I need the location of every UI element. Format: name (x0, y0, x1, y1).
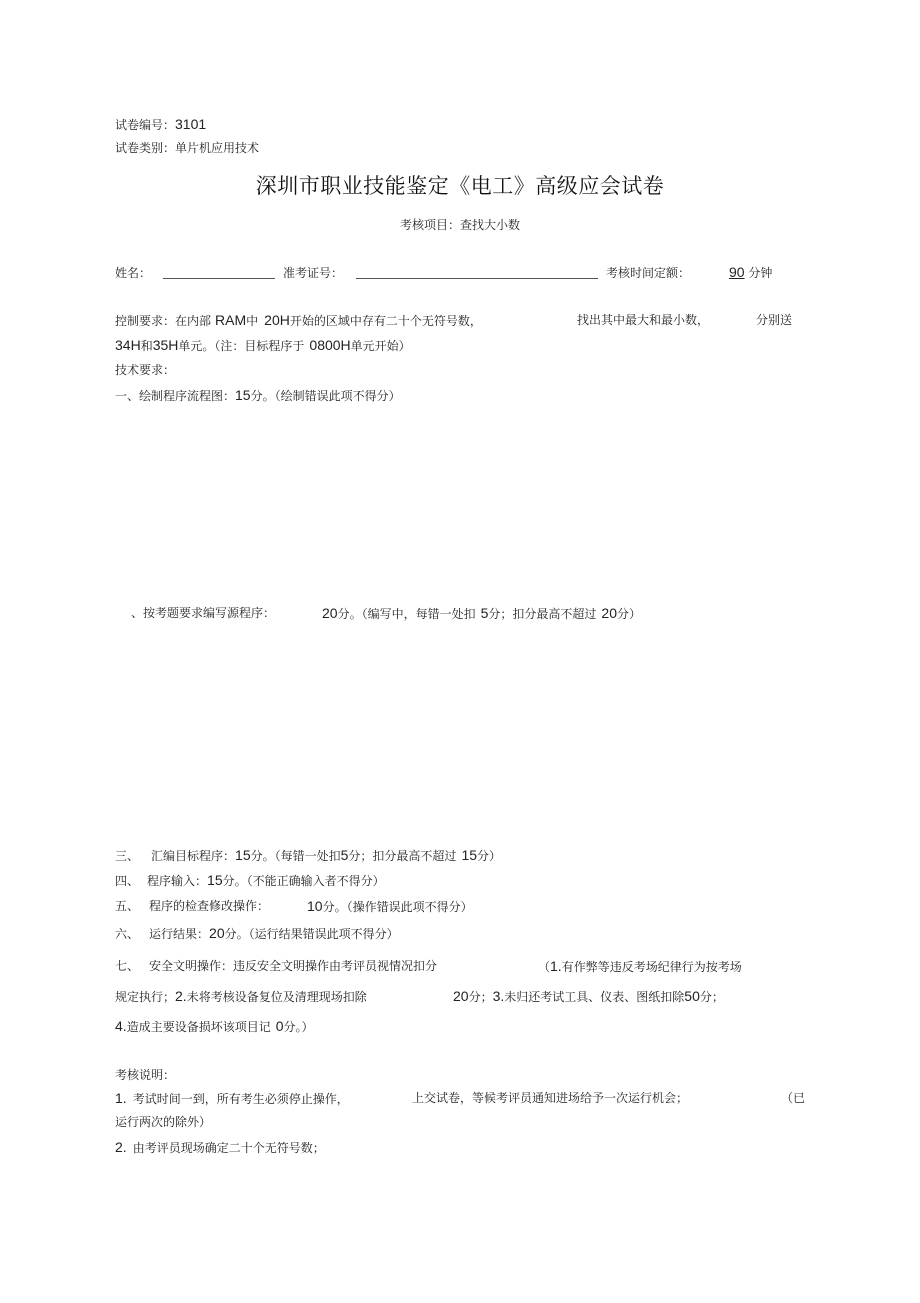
text: 分。（绘制错误此项不得分） (250, 389, 401, 403)
item-7-b (538, 958, 742, 975)
item-6 (115, 925, 399, 942)
text: 3. (492, 988, 505, 1004)
text: 四、 (115, 874, 140, 888)
name-blank[interactable] (163, 266, 275, 279)
time-value: 90 (729, 264, 745, 280)
text: 开始的区域中存有二十个无符号数， (289, 314, 482, 328)
item-5 (115, 898, 269, 914)
text: 20 (209, 925, 225, 941)
text: 由考评员现场确定二十个无符号数； (132, 1141, 325, 1155)
name-label: 姓名： (115, 266, 152, 280)
item-7-line-2-b (453, 988, 724, 1005)
text: 和 (140, 339, 153, 353)
text: 分。（每错一处扣 (250, 849, 341, 863)
text: 考试时间一到，所有考生必须停止操作， (132, 1092, 349, 1106)
exam-time (606, 265, 690, 281)
text: 50 (684, 988, 700, 1004)
text: 规定执行； (115, 990, 176, 1004)
candidate-name (115, 265, 151, 281)
text: （ (538, 960, 551, 974)
text: 5 (340, 847, 349, 863)
text: 10 (307, 898, 323, 914)
text: 一、绘制程序流程图： (115, 389, 236, 403)
item-5-b (307, 898, 473, 915)
text: 三、 (115, 849, 140, 863)
text: 程序输入： (147, 874, 208, 888)
tech-requirements-label: 技术要求： (115, 363, 176, 377)
text: 1. (550, 958, 562, 974)
paper-type-value: 单片机应用技术 (175, 141, 260, 155)
text: 上交试卷，等候考评员通知进场给予一次运行机会； (412, 1091, 689, 1105)
item-3 (115, 847, 501, 864)
text: 未将考核设备复位及清理现场扣除 (186, 990, 367, 1004)
text: 程序的检查修改操作： (149, 899, 270, 913)
text: 找出其中最大和最小数， (577, 313, 710, 327)
text: 安全文明操作：违反安全文明操作由考评员视情况扣分 (149, 959, 438, 973)
text: 分。） (283, 1020, 314, 1034)
item-2 (131, 605, 275, 621)
note-2 (115, 1139, 325, 1156)
text: 分别送 (756, 313, 793, 327)
item-2-b (322, 605, 641, 622)
text: 五、 (115, 899, 140, 913)
note-1-b (412, 1090, 688, 1106)
control-line-2 (115, 337, 411, 354)
text: 1. (115, 1090, 127, 1106)
text: 六、 (115, 927, 140, 941)
note-1-c (781, 1090, 805, 1106)
item-7 (115, 958, 437, 974)
text: 15 (207, 872, 223, 888)
item-1 (115, 387, 401, 404)
control-line-1-c (756, 312, 792, 328)
control-line-1 (115, 312, 482, 329)
note-1 (115, 1090, 349, 1107)
text: 2. (115, 1139, 127, 1155)
text: 分；扣分最高不超过 (348, 849, 457, 863)
text: 20 (601, 605, 617, 621)
text: 分； (468, 990, 493, 1004)
text: 20 (453, 988, 469, 1004)
text: 15 (235, 387, 251, 403)
text: （已 (781, 1091, 806, 1105)
text: 分。（编写中，每错一处扣 (337, 607, 476, 621)
text: RAM (215, 312, 247, 328)
control-line-1-b (577, 312, 709, 328)
time-unit: 分钟 (748, 266, 773, 280)
text: 、按考题要求编写源程序： (131, 606, 276, 620)
text: 分） (477, 849, 502, 863)
text: 控制要求：在内部 (115, 314, 212, 328)
text: 有作弊等违反考场纪律行为按考场 (561, 960, 742, 974)
paper-number-label: 试卷编号： (115, 118, 176, 132)
text: 34H (115, 337, 141, 353)
text: 中 (246, 314, 259, 328)
text: 2. (175, 988, 187, 1004)
id-blank[interactable] (356, 266, 598, 279)
text: 分； (699, 990, 724, 1004)
text: 分；扣分最高不超过 (488, 607, 597, 621)
text: 35H (152, 337, 179, 353)
text: 20 (322, 605, 338, 621)
paper-number-value: 3101 (175, 116, 207, 132)
text: 单元开始） (350, 339, 411, 353)
text: 分。（不能正确输入者不得分） (222, 874, 385, 888)
text: 0800H (309, 337, 351, 353)
text: 汇编目标程序： (151, 849, 236, 863)
text: 分。（运行结果错误此项不得分） (224, 927, 399, 941)
id-label: 准考证号： (283, 266, 344, 280)
exam-time-value (729, 264, 772, 281)
candidate-id (283, 265, 343, 281)
item-4 (115, 872, 385, 889)
text: 0 (275, 1018, 284, 1034)
item-7-line-3 (115, 1018, 314, 1035)
paper-type (115, 140, 259, 156)
text: 5 (480, 605, 489, 621)
text: 15 (461, 847, 478, 863)
text: 单元。（注：目标程序于 (178, 339, 305, 353)
text: 20H (264, 312, 290, 328)
text: 4. (115, 1018, 127, 1034)
note-1-line-2: 运行两次的除外） (115, 1115, 212, 1129)
time-label: 考核时间定额： (606, 266, 691, 280)
text: 未归还考试工具、仪表、图纸扣除 (504, 990, 685, 1004)
text: 15 (235, 847, 251, 863)
text: 分） (616, 607, 641, 621)
text: 运行结果： (149, 927, 210, 941)
text: 造成主要设备损坏该项目记 (126, 1020, 271, 1034)
paper-type-label: 试卷类别： (115, 141, 176, 155)
item-7-line-2 (115, 988, 367, 1005)
page-title: 深圳市职业技能鉴定《电工》高级应会试卷 (255, 174, 665, 198)
page-subtitle: 考核项目：查找大小数 (399, 218, 520, 232)
notes-label: 考核说明： (115, 1068, 176, 1082)
text: 七、 (115, 959, 140, 973)
paper-number (115, 116, 206, 133)
text: 分。（操作错误此项不得分） (322, 900, 473, 914)
